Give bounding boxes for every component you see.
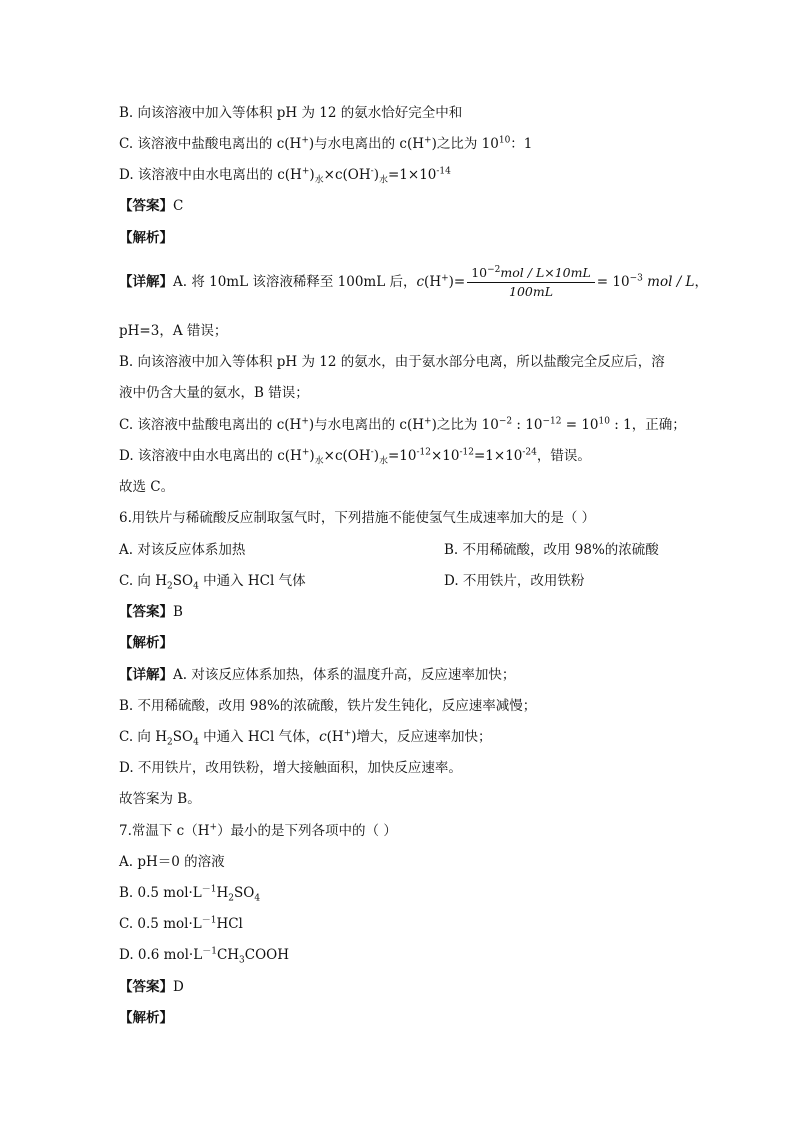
q7-option-b: B. 0.5 $mol\cdot L^{-1}H_2SO_4$	[119, 884, 261, 904]
dilution-fraction: $\frac{10^{-2}mol / L\times 10mL}{100mL}$	[467, 265, 595, 300]
answer-line-2: 【答案】B	[119, 604, 183, 620]
q7-option-a: A. pH＝0 的溶液	[119, 854, 225, 870]
detail-b-line2: 液中仍含大量的氨水，B 错误；	[119, 385, 309, 401]
detail2-a: 【详解】A. 对该反应体系加热，体系的温度升高，反应速率加快；	[119, 667, 516, 683]
question-7: 7.常温下 c（H+）最小的是下列各项中的（ ）	[119, 822, 397, 839]
answer-line-3: 【答案】D	[119, 979, 184, 995]
conclusion-2: 故答案为 B。	[119, 791, 201, 807]
detail-a-line: 【详解】A. 将 10mL 该溶液稀释至 100mL 后，c(H+)= $\frac{10^{-2}mol / L\times 10mL}{100mL}$ = $10^{-3}$ mol / L，	[119, 264, 708, 299]
q7-option-c: C. 0.5 $mol\cdot L^{-1}HCl$	[119, 915, 243, 932]
q6-option-c: C. 向 $H_2SO_4$ 中通入 HCl 气体	[119, 573, 306, 592]
analysis-label-3: 【解析】	[119, 1010, 173, 1026]
option-c-statement: C. 该溶液中盐酸电离出的 c(H+)与水电离出的 c(H+)之比为 $10^{10}$：1	[119, 135, 533, 152]
analysis-label-2: 【解析】	[119, 635, 173, 651]
q6-option-b: B. 不用稀硫酸，改用 98%的浓硫酸	[444, 542, 659, 558]
detail2-d: D. 不用铁片，改用铁粉，增大接触面积，加快反应速率。	[119, 760, 462, 776]
detail-d-line: D. 该溶液中由水电离出的 $c(H^+)_水\times c(OH^-)_水=10^{-12}\times 10^{-12}=1\times 10^{-24}$，错误。	[119, 447, 591, 467]
detail-c-line: C. 该溶液中盐酸电离出的 c(H+)与水电离出的 c(H+)之比为 $10^{-2}$ : $10^{-12} = 10^{10}$ : 1，正确；	[119, 416, 686, 433]
detail2-c: C. 向 $H_2SO_4$ 中通入 HCl 气体，c(H+)增大，反应速率加快；	[119, 728, 492, 748]
q6-option-a: A. 对该反应体系加热	[119, 542, 246, 558]
conclusion-1: 故选 C。	[119, 479, 175, 495]
detail-a-conclusion: pH=3，A 错误；	[119, 323, 228, 339]
q7-option-d: D. 0.6 $mol\cdot L^{-1}CH_3COOH$	[119, 946, 290, 966]
q6-option-d: D. 不用铁片，改用铁粉	[444, 573, 585, 589]
option-b-statement: B. 向该溶液中加入等体积 pH 为 12 的氨水恰好完全中和	[119, 105, 463, 121]
detail2-b: B. 不用稀硫酸，改用 98%的浓硫酸，铁片发生钝化，反应速率减慢；	[119, 698, 537, 714]
answer-line: 【答案】C	[119, 198, 184, 214]
detail-b-line1: B. 向该溶液中加入等体积 pH 为 12 的氨水，由于氨水部分电离，所以盐酸完全反应后，溶	[119, 354, 665, 370]
question-6: 6.用铁片与稀硫酸反应制取氢气时，下列措施不能使氢气生成速率加大的是（ ）	[119, 510, 596, 526]
analysis-label: 【解析】	[119, 230, 173, 246]
option-d-statement: D. 该溶液中由水电离出的 $c(H^+)_水\times c(OH^-)_水=1\times 10^{-14}$	[119, 166, 451, 186]
